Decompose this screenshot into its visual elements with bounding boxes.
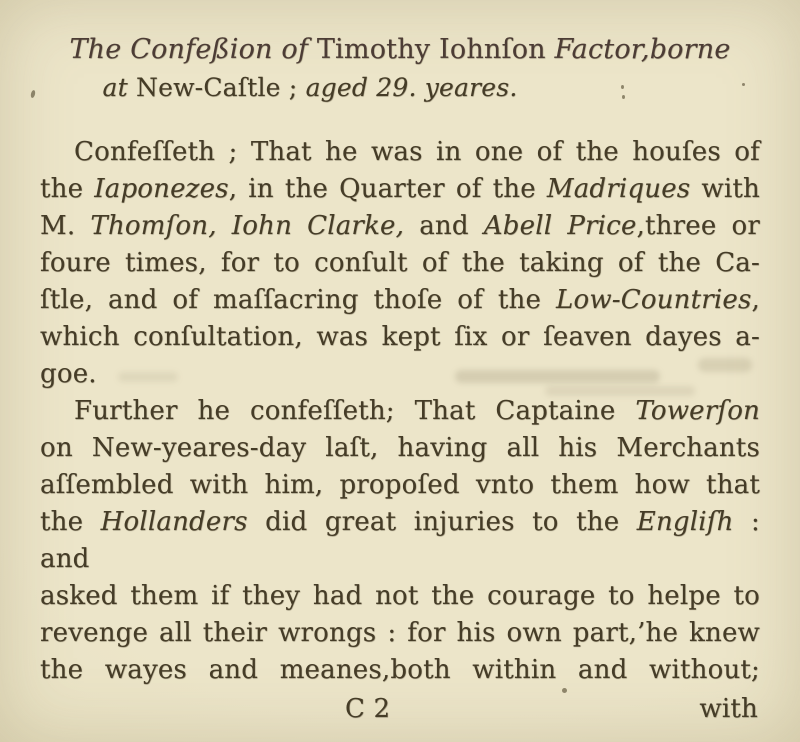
italic-text: Iaponezes — [94, 174, 229, 204]
roman-text: , in the Quarter of the — [228, 174, 547, 204]
italic-text: Engliſh — [636, 507, 734, 537]
italic-text: Factor,borne — [554, 34, 731, 65]
italic-text: Thomſon, Iohn Clarke, — [90, 211, 405, 241]
roman-text: the wayes and meanes,both within and without; — [40, 655, 760, 685]
roman-text: Further he confeſſeth; That Captaine — [74, 396, 636, 426]
roman-text: foure times, for to conſult of the taking of the Ca- — [40, 248, 760, 278]
paragraph — [40, 134, 760, 393]
text-line — [40, 282, 760, 319]
body-text — [40, 134, 760, 689]
text-line — [40, 245, 760, 282]
text-line — [40, 652, 760, 689]
roman-text: New-Caſtle ; — [136, 73, 306, 102]
italic-text: Low-Countries — [556, 285, 752, 315]
page-footer — [40, 689, 760, 726]
italic-text: The Confeßion of — [69, 34, 317, 65]
roman-text: ſtle, and of maſſacring thoſe of the — [40, 285, 556, 315]
italic-text: Towerſon — [635, 396, 760, 426]
heading-line — [40, 70, 580, 106]
text-line — [40, 356, 760, 393]
roman-text: aſſembled with him, propoſed vnto them how that — [40, 470, 760, 500]
text-line — [40, 134, 760, 171]
paragraph — [40, 393, 760, 689]
catchword: with — [699, 694, 758, 724]
text-block — [40, 30, 760, 726]
roman-text: : and — [40, 507, 760, 574]
ink-speck — [30, 90, 36, 99]
roman-text: asked them if they had not the courage to helpe to — [40, 581, 760, 611]
roman-text: goe. — [40, 359, 97, 389]
roman-text: the — [40, 507, 101, 537]
text-line — [40, 430, 760, 467]
text-line — [40, 504, 760, 578]
text-line — [40, 578, 760, 615]
heading-line — [40, 30, 760, 70]
text-line — [40, 171, 760, 208]
heading — [40, 30, 760, 106]
roman-text: Confeſſeth ; That he was in one of the houſes of — [74, 137, 760, 167]
roman-text: with — [690, 174, 761, 204]
italic-text: Hollanders — [100, 507, 248, 537]
roman-text: which conſultation, was kept ſix or ſeaven dayes a- — [40, 322, 760, 352]
italic-text: at — [102, 73, 137, 102]
italic-text: Abell Price — [483, 211, 637, 241]
signature-mark: C 2 — [345, 694, 391, 724]
text-line — [40, 615, 760, 652]
text-line — [40, 393, 760, 430]
text-line — [40, 467, 760, 504]
roman-text: did great injuries to the — [247, 507, 637, 537]
roman-text: and — [404, 211, 484, 241]
italic-text: Madriques — [546, 174, 691, 204]
roman-text: ,three or — [636, 211, 761, 241]
text-line — [40, 208, 760, 245]
roman-text: , — [751, 285, 760, 315]
roman-text: on New-yeares-day laſt, having all his Merchants — [40, 433, 760, 463]
roman-text: M. — [40, 211, 91, 241]
italic-text: aged 29. yeares. — [305, 73, 518, 102]
roman-text: Timothy Iohnſon — [316, 34, 555, 65]
roman-text: the — [40, 174, 95, 204]
text-line — [40, 319, 760, 356]
roman-text: revenge all their wrongs : for his own part,’he knew — [40, 618, 760, 648]
